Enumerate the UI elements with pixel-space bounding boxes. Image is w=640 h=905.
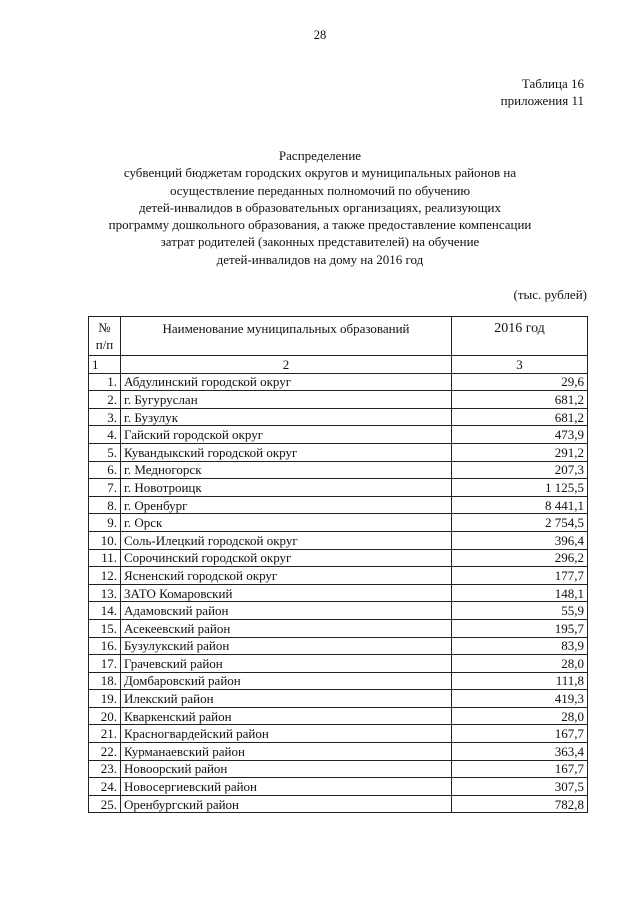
table-row xyxy=(89,707,588,725)
page-number: 28 xyxy=(313,28,327,42)
table-reference xyxy=(501,75,584,109)
municipality-name-cell: г. Медногорск xyxy=(121,461,452,479)
amount-cell: 681,2 xyxy=(452,408,588,426)
row-number-cell: 16. xyxy=(89,637,121,655)
municipality-name-cell: ЗАТО Комаровский xyxy=(121,584,452,602)
municipality-name-cell: Курманаевский район xyxy=(121,743,452,761)
municipality-name-cell: Адамовский район xyxy=(121,602,452,620)
row-number-cell: 6. xyxy=(89,461,121,479)
title-line: программу дошкольного образования, а также предоставление компенсации xyxy=(108,217,532,233)
table-row xyxy=(89,655,588,673)
row-number-cell: 13. xyxy=(89,584,121,602)
header-name: Наименование муниципальных образований xyxy=(121,317,452,356)
title-line: субвенций бюджетам городских округов и муниципальных районов на xyxy=(123,165,517,181)
row-number-cell: 10. xyxy=(89,531,121,549)
row-number-cell: 3. xyxy=(89,408,121,426)
amount-cell: 1 125,5 xyxy=(452,479,588,497)
column-index-cell: 1 xyxy=(89,356,121,374)
municipality-name-cell: Кваркенский район xyxy=(121,707,452,725)
title-line: детей-инвалидов в образовательных организациях, реализующих xyxy=(139,199,501,215)
title-line: осуществление переданных полномочий по обучению xyxy=(169,182,471,198)
appendix-label: приложения 11 xyxy=(500,93,584,108)
document-title xyxy=(60,147,580,268)
amount-cell: 148,1 xyxy=(452,584,588,602)
row-number-cell: 15. xyxy=(89,619,121,637)
table-row xyxy=(89,725,588,743)
amount-cell: 473,9 xyxy=(452,426,588,444)
municipality-name-cell: Сорочинский городской округ xyxy=(121,549,452,567)
municipality-name-cell: Красногвардейский район xyxy=(121,725,452,743)
row-number-cell: 18. xyxy=(89,672,121,690)
row-number-cell: 12. xyxy=(89,567,121,585)
amount-cell: 167,7 xyxy=(452,725,588,743)
header-year: 2016 год xyxy=(452,317,588,356)
table-row xyxy=(89,760,588,778)
row-number-cell: 17. xyxy=(89,655,121,673)
amount-cell: 419,3 xyxy=(452,690,588,708)
row-number-cell: 4. xyxy=(89,426,121,444)
column-index-cell: 2 xyxy=(121,356,452,374)
table-row xyxy=(89,461,588,479)
municipality-name-cell: Илекский район xyxy=(121,690,452,708)
title-line: затрат родителей (законных представителей) на обучение xyxy=(160,234,480,250)
amount-cell: 307,5 xyxy=(452,778,588,796)
municipality-name-cell: Грачевский район xyxy=(121,655,452,673)
subsidy-table xyxy=(88,316,588,813)
amount-cell: 296,2 xyxy=(452,549,588,567)
title-line: Распределение xyxy=(278,148,362,163)
amount-cell: 363,4 xyxy=(452,743,588,761)
amount-cell: 29,6 xyxy=(452,373,588,391)
table-row xyxy=(89,531,588,549)
column-index-row xyxy=(89,356,588,374)
row-number-cell: 5. xyxy=(89,443,121,461)
table-row xyxy=(89,426,588,444)
table-row xyxy=(89,795,588,813)
table-row xyxy=(89,690,588,708)
amount-cell: 2 754,5 xyxy=(452,514,588,532)
municipality-name-cell: Новосергиевский район xyxy=(121,778,452,796)
table-row xyxy=(89,496,588,514)
municipality-name-cell: г. Оренбург xyxy=(121,496,452,514)
municipality-name-cell: Оренбургский район xyxy=(121,795,452,813)
table-row xyxy=(89,373,588,391)
municipality-name-cell: Бузулукский район xyxy=(121,637,452,655)
table-row xyxy=(89,619,588,637)
amount-cell: 83,9 xyxy=(452,637,588,655)
table-row xyxy=(89,514,588,532)
row-number-cell: 2. xyxy=(89,391,121,409)
table-row xyxy=(89,743,588,761)
municipality-name-cell: Домбаровский район xyxy=(121,672,452,690)
amount-cell: 195,7 xyxy=(452,619,588,637)
header-number xyxy=(89,317,121,356)
row-number-cell: 9. xyxy=(89,514,121,532)
table-header-row xyxy=(89,317,588,356)
row-number-cell: 21. xyxy=(89,725,121,743)
table-row xyxy=(89,567,588,585)
amount-cell: 28,0 xyxy=(452,655,588,673)
title-line: детей-инвалидов на дому на 2016 год xyxy=(216,251,424,267)
row-number-cell: 1. xyxy=(89,373,121,391)
row-number-cell: 20. xyxy=(89,707,121,725)
table-label: Таблица 16 xyxy=(521,76,584,91)
row-number-cell: 24. xyxy=(89,778,121,796)
amount-cell: 291,2 xyxy=(452,443,588,461)
row-number-cell: 11. xyxy=(89,549,121,567)
municipality-name-cell: Кувандыкский городской округ xyxy=(121,443,452,461)
table-row xyxy=(89,637,588,655)
table-row xyxy=(89,778,588,796)
municipality-name-cell: Абдулинский городской округ xyxy=(121,373,452,391)
amount-cell: 111,8 xyxy=(452,672,588,690)
amount-cell: 207,3 xyxy=(452,461,588,479)
amount-cell: 28,0 xyxy=(452,707,588,725)
amount-cell: 8 441,1 xyxy=(452,496,588,514)
amount-cell: 396,4 xyxy=(452,531,588,549)
table-row xyxy=(89,549,588,567)
row-number-cell: 19. xyxy=(89,690,121,708)
units-label: (тыс. рублей) xyxy=(513,287,587,302)
table-row xyxy=(89,602,588,620)
table-row xyxy=(89,443,588,461)
municipality-name-cell: Асекеевский район xyxy=(121,619,452,637)
municipality-name-cell: г. Орск xyxy=(121,514,452,532)
table-row xyxy=(89,408,588,426)
amount-cell: 167,7 xyxy=(452,760,588,778)
row-number-cell: 7. xyxy=(89,479,121,497)
municipality-name-cell: г. Новотроицк xyxy=(121,479,452,497)
table-row xyxy=(89,584,588,602)
amount-cell: 55,9 xyxy=(452,602,588,620)
column-index-cell: 3 xyxy=(452,356,588,374)
row-number-cell: 14. xyxy=(89,602,121,620)
amount-cell: 681,2 xyxy=(452,391,588,409)
municipality-name-cell: Соль-Илецкий городской округ xyxy=(121,531,452,549)
header-number-line1: № xyxy=(98,320,111,335)
amount-cell: 177,7 xyxy=(452,567,588,585)
municipality-name-cell: Новоорский район xyxy=(121,760,452,778)
header-number-line2: п/п xyxy=(95,337,114,352)
row-number-cell: 23. xyxy=(89,760,121,778)
municipality-name-cell: Гайский городской округ xyxy=(121,426,452,444)
row-number-cell: 8. xyxy=(89,496,121,514)
municipality-name-cell: г. Бугуруслан xyxy=(121,391,452,409)
table-row xyxy=(89,672,588,690)
table-row xyxy=(89,391,588,409)
table-row xyxy=(89,479,588,497)
municipality-name-cell: Ясненский городской округ xyxy=(121,567,452,585)
municipality-name-cell: г. Бузулук xyxy=(121,408,452,426)
row-number-cell: 22. xyxy=(89,743,121,761)
row-number-cell: 25. xyxy=(89,795,121,813)
amount-cell: 782,8 xyxy=(452,795,588,813)
